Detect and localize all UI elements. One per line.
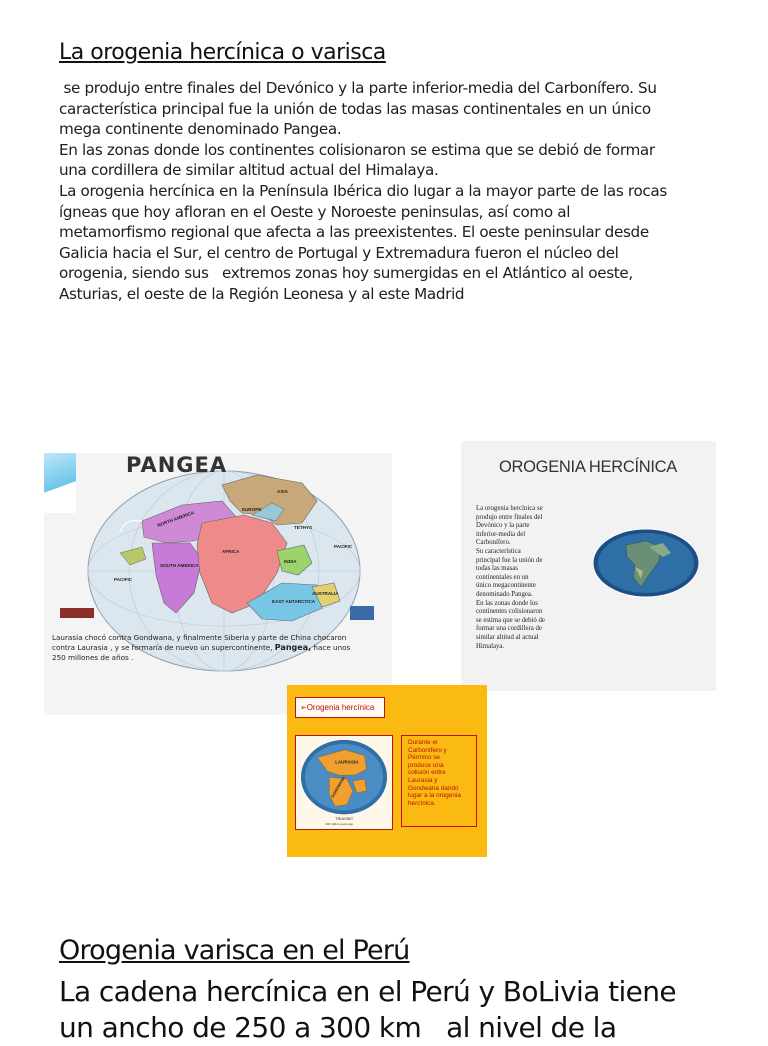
slide-description	[401, 735, 477, 827]
caption-text: contra Laurasia , y se formaría de nuevo un supercontinente,	[52, 643, 273, 652]
globe-image	[591, 527, 701, 599]
desc-line: Carbonífero y	[408, 746, 447, 754]
label-africa: AFRICA	[222, 549, 240, 554]
slide-line: formar una cordillera de	[476, 625, 542, 633]
intro-line: se produjo entre finales del Devónico y la parte inferior-media del Carbonífero. Su	[59, 79, 657, 97]
intro-line: En las zonas donde los continentes colisionaron se estima que se debió de formar	[59, 140, 655, 159]
intro-paragraph	[59, 78, 699, 305]
label-gondwana: GONDWANA	[329, 775, 346, 799]
slide-line: todas las masas	[476, 565, 518, 573]
label-tethys: TETHYS	[294, 525, 313, 530]
slide-line: Devónico y la parte	[476, 522, 530, 530]
slide-tag: ➢Orogenia hercínica	[295, 697, 385, 718]
intro-line: una cordillera de similar altitud actual del Himalaya.	[59, 161, 439, 180]
slide-line: En las zonas donde los	[476, 599, 538, 607]
slide-line: Su característica	[476, 547, 521, 555]
label-asia: ASIA	[277, 489, 288, 494]
slide-line: Himalaya.	[476, 642, 505, 650]
section2-title: Orogenia varisca en el Perú	[59, 935, 410, 966]
label-south-america: SOUTH AMERICA	[160, 563, 199, 568]
slide-line: inferior-media del	[476, 530, 526, 538]
slide-line: continentes colisionaron	[476, 608, 543, 616]
slide-line: continentales en un	[476, 573, 529, 581]
desc-line: hercínica.	[408, 799, 436, 807]
section-title: La orogenia hercínica o varisca	[59, 40, 386, 65]
intro-line: orogenia, siendo sus extremos zonas hoy sumergidas en el Atlántico al oeste,	[59, 264, 633, 283]
pangea-map	[72, 463, 372, 633]
slide-line: principal fue la unión de	[476, 556, 543, 564]
slide-line: similar altitud al actual	[476, 633, 539, 641]
section2-paragraph	[59, 974, 759, 1046]
section2-line: La cadena hercínica en el Perú y BoLivia tiene	[59, 975, 677, 1008]
label-mya: 200 million years ago	[325, 822, 354, 827]
slide-text	[476, 505, 566, 651]
label-north-america: NORTH AMERICA	[156, 509, 195, 528]
intro-line: metamorfismo regional que afecta a las preexistentes. El oeste peninsular desde	[59, 223, 649, 242]
label-east-antarctica: EAST ANTARCTICA	[272, 599, 316, 604]
slide-line: único megacontinente	[476, 582, 536, 590]
caption-line: Laurasia chocó contra Gondwana, y finalmente Siberia y parte de China chocaron	[52, 633, 347, 642]
label-australia: AUSTRALIA	[312, 591, 339, 596]
publisher-logo	[60, 608, 94, 618]
slide-line: La orogenia hercínica se	[476, 505, 543, 512]
desc-line: lugar a la orogenia	[408, 792, 461, 800]
laurasia-map-box	[295, 735, 393, 830]
desc-line: colisión entre	[408, 769, 446, 777]
label-pacific-right: PACIFIC	[334, 544, 353, 549]
pangea-figure	[44, 453, 392, 715]
label-triassic: TRIASSIC	[335, 816, 354, 822]
section2-line: un ancho de 250 a 300 km al nivel de la	[59, 1011, 617, 1044]
slide-line: denominado Pangea.	[476, 590, 533, 598]
caption-line	[52, 643, 382, 653]
desc-line: Gondwana dando	[408, 784, 459, 792]
desc-line: Pérmico se	[408, 754, 440, 762]
intro-line: ígneas que hoy afloran en el Oeste y Noroeste peninsulas, así como al	[59, 202, 571, 221]
caption-tail: hace unos	[313, 643, 351, 652]
label-india: INDIA	[284, 559, 297, 564]
slide-line: Carbonífero.	[476, 539, 511, 547]
hercinica-slide	[461, 441, 716, 691]
pangea-title: PANGEA	[126, 453, 228, 477]
label-pacific-left: PACIFIC	[114, 577, 133, 582]
desc-line: produce una	[408, 761, 444, 769]
caption-bold: Pangea,	[274, 643, 312, 652]
slide-title: OROGENIA HERCÍNICA	[499, 458, 677, 476]
pangea-caption	[52, 633, 382, 663]
slide-line: produjo entre finales del	[476, 513, 543, 521]
caption-line: 250 millones de años .	[52, 653, 134, 662]
intro-line: La orogenia hercínica en la Península Ibérica dio lugar a la mayor parte de las rocas	[59, 181, 667, 200]
publisher-logo-right	[350, 606, 374, 620]
intro-line: Asturias, el oeste de la Región Leonesa y al este Madrid	[59, 284, 465, 303]
yellow-slide	[287, 685, 487, 857]
label-laurasia: LAURASIA	[335, 759, 359, 765]
intro-line: mega continente denominado Pangea.	[59, 120, 342, 139]
desc-line: Durante el	[408, 739, 438, 746]
slide-line: se estima que se debió de	[476, 616, 545, 624]
intro-line: Galicia hacia el Sur, el centro de Portugal y Extremadura fueron el núcleo del	[59, 243, 619, 262]
label-europe: EUROPE	[242, 507, 262, 512]
desc-line: Laurasia y	[408, 776, 438, 784]
laurasia-map	[296, 736, 392, 829]
intro-line: característica principal fue la unión de todas las masas continentales en un único	[59, 99, 651, 118]
